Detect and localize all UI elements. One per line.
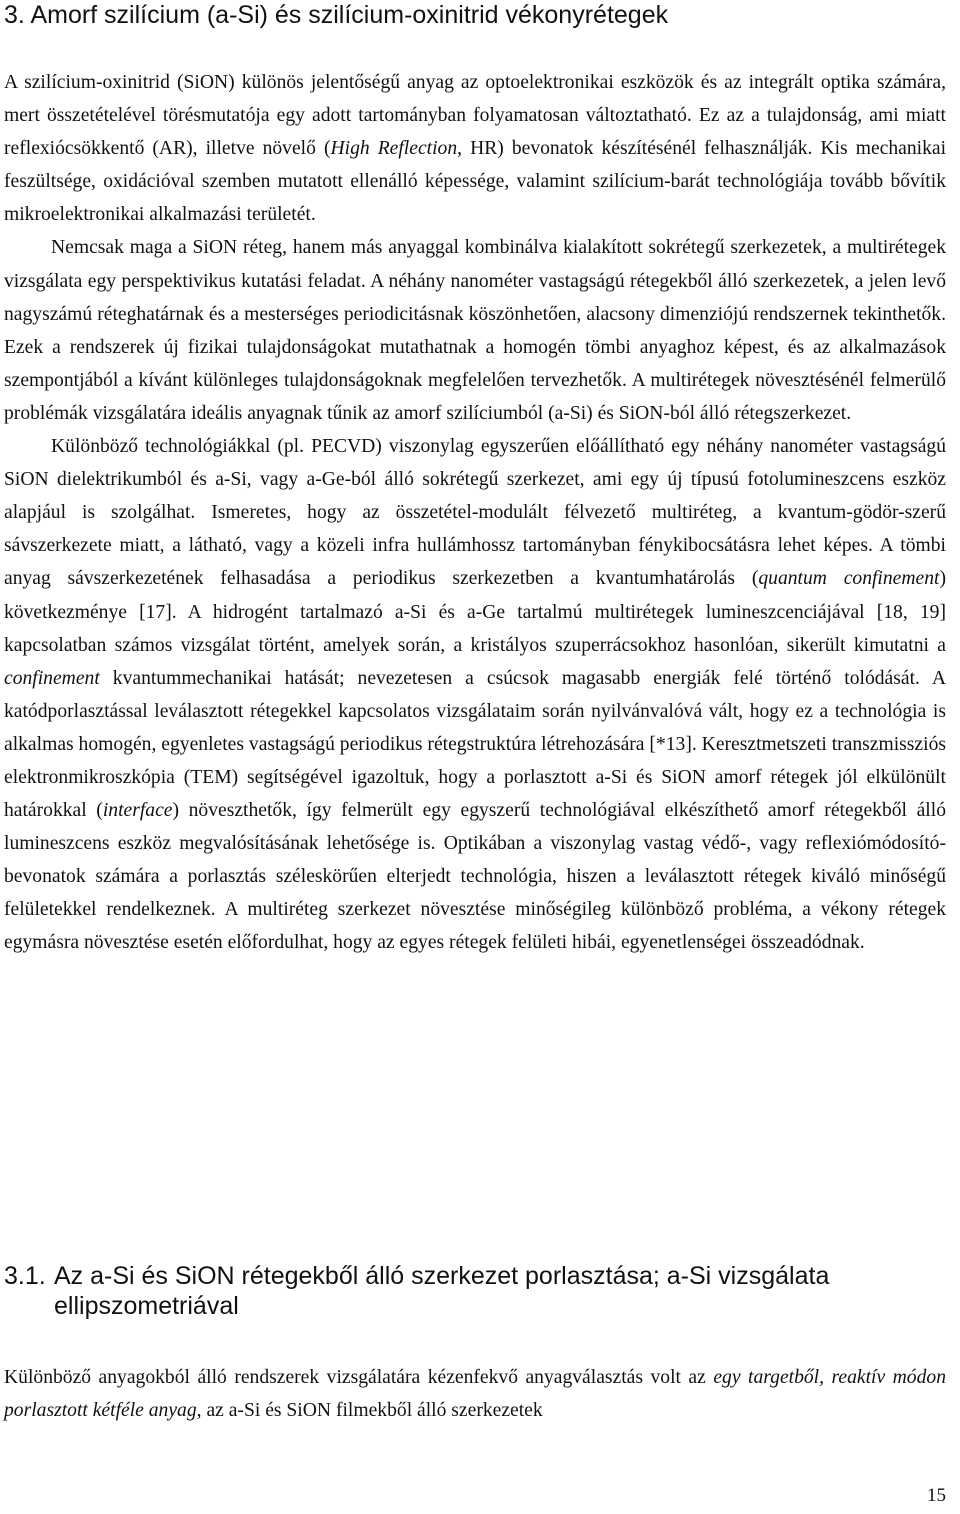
paragraph-3 (4, 430, 946, 960)
subsection-heading (4, 1261, 946, 1321)
paragraph-2-segment-4: kvantummechanikai hatását; nevezetesen a csúcsok magasabb energiák felé történő tolódását. A katódporlasztással leválasztott rétegekkel kapcsolatos vizsgálataim során nyilvánvalóvá vált, hogy ez a technológia is alkalmas homogén, egyenletes vastagságú periodikus rétegstruktúra létrehozására [*13]. Keresztmetszeti transzmissziós elektronmikroszkópia (TEM) segítségével igazoltuk, hogy a porlasztott a-Si és SiON amorf rétegek jól elkülönült határokkal ( (4, 667, 946, 822)
subsection-paragraph-segment-2: , az a-Si és SiON filmekből álló szerkezetek (196, 1400, 543, 1422)
paragraph-2-segment-2: ) következménye [17]. A hidrogént tartalmazó a-Si és a-Ge tartalmú multirétegek lumineszcenciájával [18, 19] kapcsolatban számos vizsgálat történt, amelyek során, a kristályos szuperrácsokhoz hasonlóan, sikerült kimutatni a (4, 568, 946, 656)
paragraph-2-segment-1: quantum confinement (758, 568, 940, 590)
subsection-paragraph (4, 1361, 946, 1427)
paragraph-2-segment-0: Különböző technológiákkal (pl. PECVD) viszonylag egyszerűen előállítható egy néhány nanométer vastagságú SiON dielektrikumból és a-Si, vagy a-Ge-ból álló sokrétegű szerkezet, ami egy új típusú fotolumineszcens eszköz alapjául is szolgálhat. Ismeretes, hogy az összetétel-modulált félvezető multiréteg, a kvantum-gödör-szerű sávszerkezete miatt, a látható, vagy a közeli infra hullámhossz tartományban fénykibocsátásra lehet képes. A tömbi anyag sávszerkezetének felhasadása a periodikus szerkezetben a kvantumhatárolás ( (4, 436, 946, 590)
subsection-paragraph-segment-1: egy targetből, reaktív módon porlasztott kétféle anyag (4, 1367, 946, 1422)
section-body (4, 66, 946, 960)
paragraph-2 (4, 231, 946, 430)
section-number: 3. (4, 1, 25, 29)
subsection-paragraph-segment-0: Különböző anyagokból álló rendszerek vizsgálatára kézenfekvő anyagválasztás volt az (4, 1367, 714, 1388)
paragraph-2-segment-3: confinement (4, 667, 100, 689)
paragraph-0-segment-0: A szilícium-oxinitrid (SiON) különös jelentőségű anyag az optoelektronikai eszközök és az integrált optika számára, mert összetételével törésmutatója egy adott tartományban folyamatosan változtatható. Ez az a tulajdonság, ami miatt reflexiócsökkentő (AR), illetve növelő ( (4, 72, 946, 160)
subsection-number: 3.1. (4, 1262, 46, 1290)
paragraph-0-segment-2: , HR) bevonatok készítésénél felhasználják. Kis mechanikai feszültsége, oxidációval szemben mutatott ellenálló képessége, valamint szilícium-barát technológiája tovább bővítik mikroelektronikai alkalmazási területét. (4, 138, 947, 226)
paragraph-1 (4, 66, 946, 231)
section-heading (4, 0, 946, 30)
page-number: 15 (927, 1485, 946, 1506)
paragraph-2-segment-5: interface (102, 800, 173, 822)
subsection-title: Az a-Si és SiON rétegekből álló szerkezet porlasztása; a-Si vizsgálata ellipszometriával (54, 1262, 830, 1320)
paragraph-2-segment-6: ) növeszthetők, így felmerült egy egyszerű technológiával elkészíthető amorf rétegekből álló lumineszcens eszköz megvalósításának lehetősége is. Optikában a viszonylag vastag védő-, vagy reflexiómódosító-bevonatok számára a porlasztás széleskörűen elterjedt technológia, hiszen a leválasztott rétegek kiváló minőségű felületekkel rendelkeznek. A multiréteg szerkezet növesztése minőségileg különböző probléma, a vékony rétegek egymásra növesztése esetén előfordulhat, hogy az egyes rétegek felületi hibái, egyenetlenségei összeadódnak. (4, 800, 946, 954)
paragraph-0-segment-1: High Reflection (330, 138, 458, 160)
paragraph-1-segment-0: Nemcsak maga a SiON réteg, hanem más anyaggal kombinálva kialakított sokrétegű szerkezetek, a multirétegek vizsgálata egy perspektivikus kutatási feladat. A néhány nanométer vastagságú rétegekből álló szerkezetek, a jelen levő nagyszámú réteghatárnak és a mesterséges periodicitásnak köszönhetően, alacsony dimenziójú rendszernek tekinthetők. Ezek a rendszerek új fizikai tulajdonságokat mutathatnak a homogén tömbi anyaghoz képest, és az alkalmazások szempontjából a kívánt különleges tulajdonságoknak megfelelően tervezhetők. A multirétegek növesztésénél felmerülő problémák vizsgálatára ideális anyagnak tűnik az amorf szilíciumból (a-Si) és SiON-ból álló rétegszerkezet. (4, 237, 946, 424)
section-title: Amorf szilícium (a-Si) és szilícium-oxinitrid vékonyrétegek (30, 1, 669, 29)
